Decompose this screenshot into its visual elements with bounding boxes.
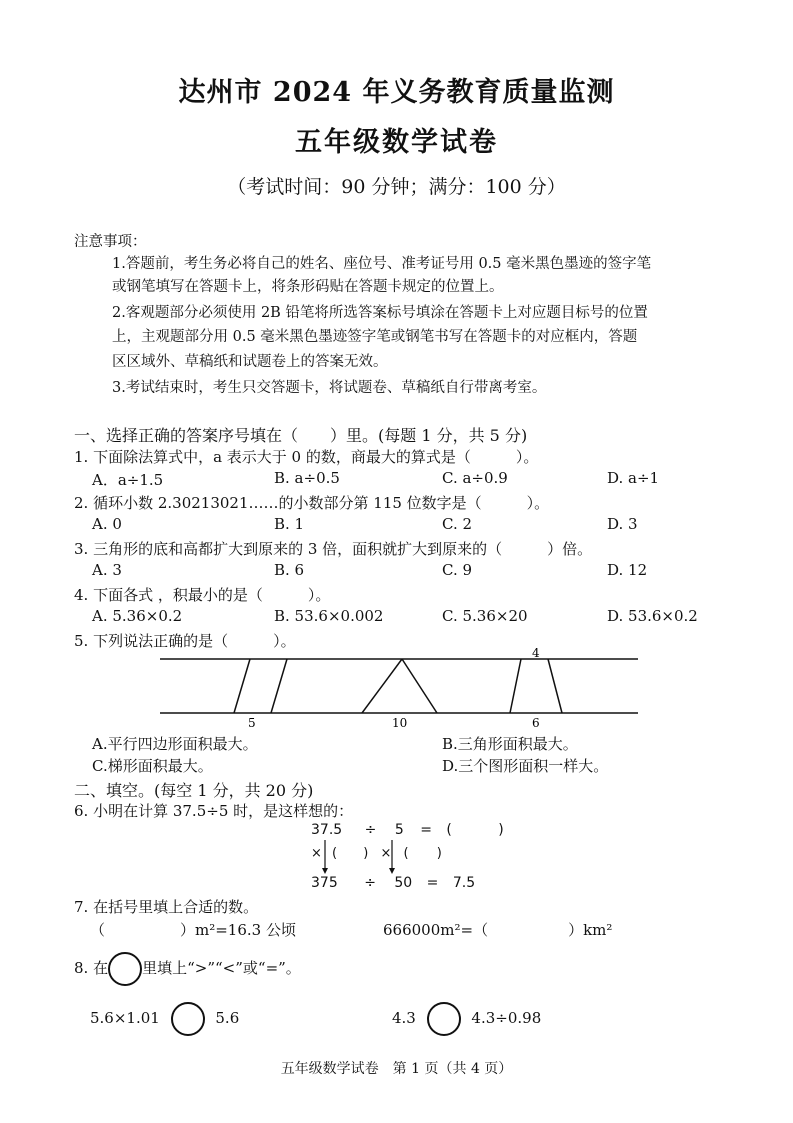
q2-option-a: A. 0 — [92, 515, 122, 533]
q7-right-blank: 666000m²=（ ）km² — [383, 921, 613, 939]
q4-option-c: C. 5.36×20 — [442, 607, 528, 625]
question-2: 2. 循环小数 2.30213021……的小数部分第 115 位数字是（ ）。 — [74, 494, 550, 512]
triangle-right-side — [402, 659, 437, 713]
question-1: 1. 下面除法算式中，a 表示大于 0 的数，商最大的算式是（ ）。 — [74, 448, 539, 466]
question-3: 3. 三角形的底和高都扩大到原来的 3 倍，面积就扩大到原来的（ ）倍。 — [74, 540, 593, 558]
question-5: 5. 下列说法正确的是（ ）。 — [74, 632, 296, 650]
q1-option-a: A．a÷1.5 — [92, 471, 164, 489]
q3-option-d: D. 12 — [607, 561, 648, 579]
q7-left-blank: （ ）m²=16.3 公顷 — [90, 921, 296, 939]
q6-row2: × ( ) × ( ) — [311, 846, 442, 861]
section2-title: 二、填空。(每空 1 分，共 20 分) — [74, 781, 314, 800]
q6-row3: 375 ÷ 50 = 7.5 — [311, 875, 476, 891]
section1-title: 一、选择正确的答案序号填在（ ）里。(每题 1 分，共 5 分) — [74, 426, 528, 445]
exam-title: 达州市 2024 年义务教育质量监测 — [178, 77, 615, 108]
note-line: 2.客观题部分必须使用 2B 铅笔将所选答案标号填涂在答题卡上对应题目标号的位置 — [112, 305, 648, 321]
question-4: 4. 下面各式 ，积最小的是（ ）。 — [74, 586, 331, 604]
trapezoid-right-side — [548, 659, 562, 713]
trapezoid-left-side — [510, 659, 521, 713]
exam-info: （考试时间：90 分钟；满分：100 分） — [227, 176, 566, 198]
trapezoid-bottom-label: 6 — [532, 716, 540, 730]
q1-option-b: B. a÷0.5 — [274, 469, 340, 487]
exam-subtitle: 五年级数学试卷 — [295, 127, 498, 158]
q6-row1: 37.5 ÷ 5 = ( ) — [311, 822, 504, 838]
q5-option-a: A.平行四边形面积最大。 — [92, 735, 258, 753]
q1-option-d: D. a÷1 — [607, 469, 660, 487]
question-6: 6. 小明在计算 37.5÷5 时，是这样想的： — [74, 802, 354, 820]
triangle-base-label: 10 — [392, 716, 408, 730]
compare-circle-icon[interactable] — [427, 1002, 461, 1036]
q4-option-b: B. 53.6×0.002 — [274, 607, 384, 625]
shapes-figure — [150, 645, 650, 735]
q8-item-2: 4.3 4.3÷0.98 — [392, 1002, 541, 1036]
parallelogram-left-side — [234, 659, 250, 713]
q2-option-d: D. 3 — [607, 515, 638, 533]
question-8: 8. 在 里填上“>”“<”或“=”。 — [74, 952, 301, 986]
q4-option-a: A. 5.36×0.2 — [92, 607, 183, 625]
q2-option-c: C. 2 — [442, 515, 473, 533]
notes-heading: 注意事项： — [74, 234, 147, 250]
trapezoid-top-label: 4 — [532, 646, 540, 660]
q3-option-a: A. 3 — [92, 561, 122, 579]
q5-option-c: C.梯形面积最大。 — [92, 757, 213, 775]
page-footer: 五年级数学试卷 第 1 页（共 4 页） — [280, 1061, 513, 1077]
q3-option-b: B. 6 — [274, 561, 305, 579]
q1-option-c: C. a÷0.9 — [442, 469, 508, 487]
q4-option-d: D. 53.6×0.2 — [607, 607, 698, 625]
q5-option-d: D.三个图形面积一样大。 — [442, 757, 609, 775]
q5-option-b: B.三角形面积最大。 — [442, 735, 578, 753]
question-7: 7. 在括号里填上合适的数。 — [74, 898, 259, 916]
compare-circle-icon[interactable] — [171, 1002, 205, 1036]
q2-option-b: B. 1 — [274, 515, 305, 533]
parallelogram-right-side — [271, 659, 287, 713]
parallelogram-base-label: 5 — [248, 716, 256, 730]
triangle-left-side — [362, 659, 402, 713]
note-line: 上，主观题部分用 0.5 毫米黑色墨迹签字笔或钢笔书写在答题卡的对应框内，答题 — [112, 329, 638, 345]
compare-circle-icon — [108, 952, 142, 986]
q3-option-c: C. 9 — [442, 561, 473, 579]
note-line: 3.考试结束时，考生只交答题卡，将试题卷、草稿纸自行带离考室。 — [112, 380, 547, 396]
note-line: 1.答题前，考生务必将自己的姓名、座位号、准考证号用 0.5 毫米黑色墨迹的签字笔 — [112, 256, 652, 272]
note-line: 区区域外、草稿纸和试题卷上的答案无效。 — [112, 354, 388, 370]
note-line: 或钢笔填写在答题卡上，将条形码贴在答题卡规定的位置上。 — [112, 279, 504, 295]
q8-item-1: 5.6×1.01 5.6 — [90, 1002, 239, 1036]
